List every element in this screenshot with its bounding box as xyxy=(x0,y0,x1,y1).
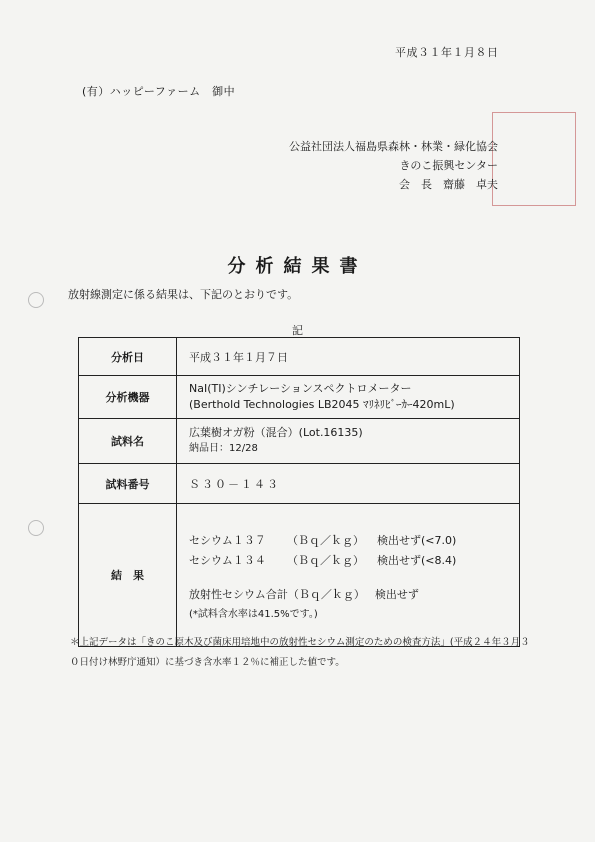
cs137-value: 検出せず(<7.0) xyxy=(377,534,457,547)
sample-line1: 広葉樹オガ粉（混合）(Lot.16135) xyxy=(189,426,363,439)
total-row xyxy=(189,587,518,603)
instrument-value xyxy=(177,376,520,419)
addressee: (有）ハッピーファーム 御中 xyxy=(82,85,236,98)
result-value xyxy=(177,504,520,647)
cs134-name: セシウム１３４ xyxy=(189,554,266,567)
punch-hole-bottom xyxy=(28,520,44,536)
cs137-name: セシウム１３７ xyxy=(189,534,266,547)
cs137-unit: （Ｂｑ／ｋｇ） xyxy=(287,534,364,547)
issuer-center: きのこ振興センター xyxy=(399,159,498,172)
results-table xyxy=(78,337,520,647)
intro-text: 放射線測定に係る結果は、下記のとおりです。 xyxy=(68,288,299,301)
table-row xyxy=(79,464,520,504)
instrument-line1: NaI(TI)シンチレーションスペクトロメーター xyxy=(189,382,412,395)
moisture-note: (*試料含水率は41.5%です。) xyxy=(189,609,318,620)
issuer-chairman: 会 長 齋藤 卓夫 xyxy=(399,178,498,191)
instrument-line2: (Berthold Technologies LB2045 ﾏﾘﾈﾘﾋﾞｰｶｰ420mL) xyxy=(189,398,455,411)
table-row xyxy=(79,338,520,376)
table-row xyxy=(79,504,520,647)
issuer-organization: 公益社団法人福島県森林・林業・緑化協会 xyxy=(289,140,498,153)
table-row xyxy=(79,376,520,419)
analysis-date-value: 平成３１年１月７日 xyxy=(177,338,520,376)
issue-date: 平成３１年１月８日 xyxy=(395,46,499,59)
sample-label: 試料名 xyxy=(79,419,177,464)
instrument-label: 分析機器 xyxy=(79,376,177,419)
official-seal xyxy=(492,112,576,206)
table-row xyxy=(79,419,520,464)
sample-line2: 納品日：12/28 xyxy=(189,443,258,454)
ki-marker: 記 xyxy=(292,324,303,337)
total-name: 放射性セシウム合計（Ｂｑ／ｋｇ） xyxy=(189,588,365,601)
sample-no-value: Ｓ３０－１４３ xyxy=(177,464,520,504)
sample-value xyxy=(177,419,520,464)
cs134-row xyxy=(189,553,518,569)
document-title: 分析結果書 xyxy=(227,256,368,277)
sample-no-label: 試料番号 xyxy=(79,464,177,504)
analysis-date-label: 分析日 xyxy=(79,338,177,376)
total-value: 検出せず xyxy=(374,588,419,601)
footnote: ＊上記データは「きのこ原木及び菌床用培地中の放射性セシウム測定のための検査方法」(平成２４年３月３０日付け林野庁通知）に基づき含水率１２％に補正した値です。 xyxy=(70,637,530,668)
punch-hole-top xyxy=(28,292,44,308)
cs134-unit: （Ｂｑ／ｋｇ） xyxy=(287,554,364,567)
cs134-value: 検出せず(<8.4) xyxy=(377,554,457,567)
cs137-row xyxy=(189,533,518,549)
result-label: 結 果 xyxy=(79,504,177,647)
